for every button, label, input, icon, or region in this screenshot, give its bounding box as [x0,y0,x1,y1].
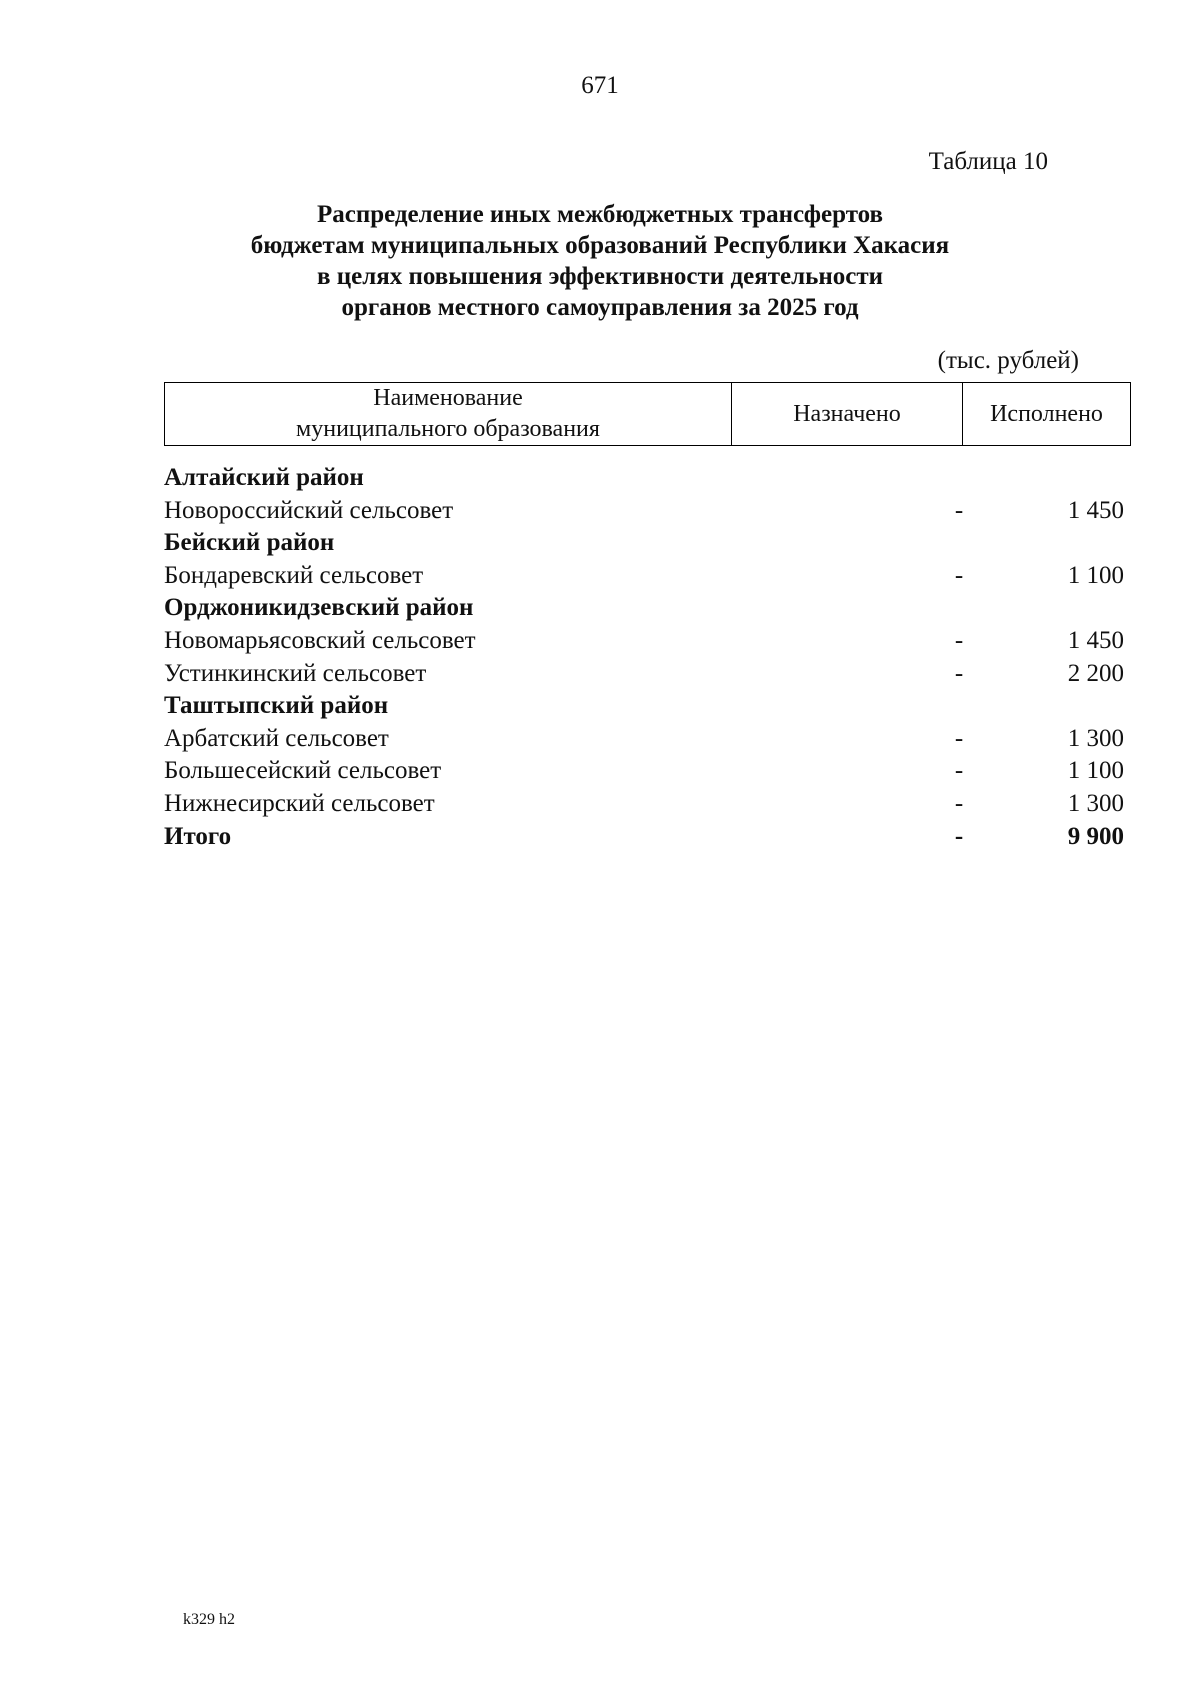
row-label: Бейский район [164,529,335,557]
row-executed: 1 450 [1067,626,1124,654]
title-line: в целях повышения эффективности деятельности [316,263,884,290]
header-assigned-column: Назначено [732,383,963,445]
row-executed: 1 300 [1067,724,1124,752]
row-assigned: - [954,626,964,654]
page-number: 671 [581,72,619,99]
header-name-line2: муниципального образования [296,416,600,442]
row-label: Арбатский сельсовет [164,724,389,752]
row-assigned: - [954,561,964,589]
row-assigned: - [954,724,964,752]
row-executed: 2 200 [1067,659,1124,687]
title-line: бюджетам муниципальных образований Республики Хакасия [250,232,950,259]
row-label: Новомарьясовский сельсовет [164,626,476,654]
header-name-line1: Наименование [373,385,523,411]
document-title [0,199,1200,323]
row-assigned: - [954,496,964,524]
row-label: Орджоникидзевский район [164,594,474,622]
header-executed-column: Исполнено [990,400,1103,427]
row-executed: 1 100 [1067,561,1124,589]
title-line: Распределение иных межбюджетных трансфертов [316,201,884,228]
row-executed: 1 100 [1067,757,1124,785]
row-label: Алтайский район [164,464,364,491]
row-label: Устинкинский сельсовет [164,659,427,687]
row-label: Нижнесирский сельсовет [164,789,435,817]
units-label: (тыс. рублей) [937,347,1079,374]
total-row [164,822,1124,870]
table-number: Таблица 10 [928,148,1048,175]
table-body [164,464,1124,869]
header-name-column [165,383,732,445]
row-label: Таштыпский район [164,692,389,720]
row-assigned: - [954,789,964,817]
row-label: Итого [164,822,232,850]
row-executed: 9 900 [1067,822,1124,850]
row-assigned: - [954,659,964,687]
row-assigned: - [954,757,964,785]
row-label: Бондаревский сельсовет [164,561,424,589]
row-label: Большесейский сельсовет [164,757,442,785]
table-header [164,382,1131,446]
table-row [164,789,1124,837]
title-line: органов местного самоуправления за 2025 год [341,294,859,321]
row-executed: 1 300 [1067,789,1124,817]
footer-code: k329 h2 [183,1611,235,1628]
row-executed: 1 450 [1067,496,1124,524]
row-assigned: - [954,822,964,850]
row-label: Новороссийский сельсовет [164,496,454,524]
